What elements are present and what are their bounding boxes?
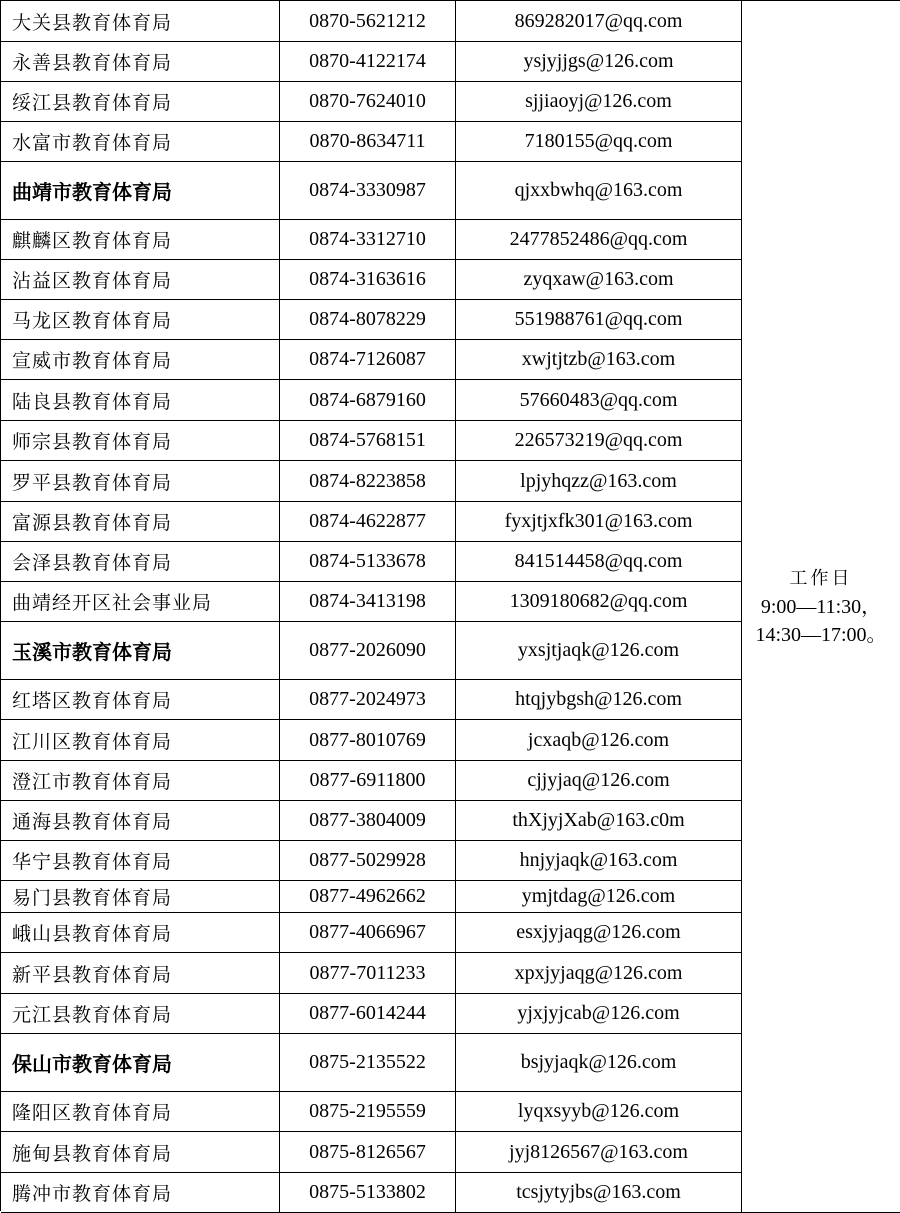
phone-cell: 0874-7126087 [280, 340, 456, 380]
unit-name-cell: 马龙区教育体育局 [1, 300, 280, 340]
email-cell: jcxaqb@126.com [456, 720, 742, 761]
unit-name-cell: 师宗县教育体育局 [1, 421, 280, 461]
unit-name-cell: 峨山县教育体育局 [1, 913, 280, 953]
unit-name-cell: 曲靖经开区社会事业局 [1, 582, 280, 622]
email-cell: jyj8126567@163.com [456, 1132, 742, 1173]
email-cell: 551988761@qq.com [456, 300, 742, 340]
unit-name-cell: 华宁县教育体育局 [1, 841, 280, 881]
phone-cell: 0874-5768151 [280, 421, 456, 461]
phone-cell: 0874-4622877 [280, 502, 456, 542]
email-cell: yxsjtjaqk@126.com [456, 622, 742, 680]
email-cell: 57660483@qq.com [456, 380, 742, 421]
afternoon-hours: 14:30—17:00。 [755, 623, 887, 646]
phone-cell: 0877-2024973 [280, 680, 456, 720]
email-cell: bsjyjaqk@126.com [456, 1034, 742, 1092]
email-cell: lpjyhqzz@163.com [456, 461, 742, 502]
email-cell: ymjtdag@126.com [456, 881, 742, 913]
unit-name-cell: 麒麟区教育体育局 [1, 220, 280, 260]
email-cell: 2477852486@qq.com [456, 220, 742, 260]
unit-name-cell: 澄江市教育体育局 [1, 761, 280, 801]
unit-name-cell: 宣威市教育体育局 [1, 340, 280, 380]
unit-name-cell: 保山市教育体育局 [1, 1034, 280, 1092]
unit-name-cell: 玉溪市教育体育局 [1, 622, 280, 680]
email-cell: fyxjtjxfk301@163.com [456, 502, 742, 542]
phone-cell: 0875-2135522 [280, 1034, 456, 1092]
email-cell: xpxjyjaqg@126.com [456, 953, 742, 994]
phone-cell: 0877-6014244 [280, 994, 456, 1034]
phone-cell: 0877-6911800 [280, 761, 456, 801]
phone-cell: 0875-8126567 [280, 1132, 456, 1173]
unit-name-cell: 施甸县教育体育局 [1, 1132, 280, 1173]
phone-cell: 0877-2026090 [280, 622, 456, 680]
email-cell: 869282017@qq.com [456, 1, 742, 42]
email-cell: 1309180682@qq.com [456, 582, 742, 622]
unit-name-cell: 腾冲市教育体育局 [1, 1173, 280, 1213]
unit-name-cell: 曲靖市教育体育局 [1, 162, 280, 220]
unit-name-cell: 江川区教育体育局 [1, 720, 280, 761]
phone-cell: 0870-5621212 [280, 1, 456, 42]
phone-cell: 0870-8634711 [280, 122, 456, 162]
email-cell: qjxxbwhq@163.com [456, 162, 742, 220]
phone-cell: 0877-8010769 [280, 720, 456, 761]
phone-cell: 0874-3330987 [280, 162, 456, 220]
phone-cell: 0874-8223858 [280, 461, 456, 502]
phone-cell: 0874-3413198 [280, 582, 456, 622]
email-cell: lyqxsyyb@126.com [456, 1092, 742, 1132]
unit-name-cell: 易门县教育体育局 [1, 881, 280, 913]
email-cell: tcsjytyjbs@163.com [456, 1173, 742, 1213]
unit-name-cell: 水富市教育体育局 [1, 122, 280, 162]
phone-cell: 0875-5133802 [280, 1173, 456, 1213]
unit-name-cell: 新平县教育体育局 [1, 953, 280, 994]
email-cell: ysjyjjgs@126.com [456, 42, 742, 82]
email-cell: cjjyjaq@126.com [456, 761, 742, 801]
phone-cell: 0874-3312710 [280, 220, 456, 260]
phone-cell: 0877-3804009 [280, 801, 456, 841]
phone-cell: 0874-5133678 [280, 542, 456, 582]
phone-cell: 0874-8078229 [280, 300, 456, 340]
phone-cell: 0874-3163616 [280, 260, 456, 300]
working-hours-cell [742, 1, 900, 1213]
phone-cell: 0870-4122174 [280, 42, 456, 82]
email-cell: htqjybgsh@126.com [456, 680, 742, 720]
morning-hours: 9:00—11:30， [760, 595, 882, 618]
email-cell: yjxjyjcab@126.com [456, 994, 742, 1034]
email-cell: 226573219@qq.com [456, 421, 742, 461]
phone-cell: 0875-2195559 [280, 1092, 456, 1132]
email-cell: xwjtjtzb@163.com [456, 340, 742, 380]
email-cell: esxjyjaqg@126.com [456, 913, 742, 953]
phone-cell: 0870-7624010 [280, 82, 456, 122]
email-cell: 7180155@qq.com [456, 122, 742, 162]
phone-cell: 0877-7011233 [280, 953, 456, 994]
unit-name-cell: 沾益区教育体育局 [1, 260, 280, 300]
unit-name-cell: 通海县教育体育局 [1, 801, 280, 841]
unit-name-cell: 红塔区教育体育局 [1, 680, 280, 720]
phone-cell: 0877-4962662 [280, 881, 456, 913]
email-cell: thXjyjXab@163.c0m [456, 801, 742, 841]
unit-name-cell: 富源县教育体育局 [1, 502, 280, 542]
unit-name-cell: 大关县教育体育局 [1, 1, 280, 42]
email-cell: sjjiaoyj@126.com [456, 82, 742, 122]
unit-name-cell: 会泽县教育体育局 [1, 542, 280, 582]
unit-name-cell: 绥江县教育体育局 [1, 82, 280, 122]
unit-name-cell: 陆良县教育体育局 [1, 380, 280, 421]
phone-cell: 0877-5029928 [280, 841, 456, 881]
phone-cell: 0874-6879160 [280, 380, 456, 421]
email-cell: hnjyjaqk@163.com [456, 841, 742, 881]
email-cell: 841514458@qq.com [456, 542, 742, 582]
unit-name-cell: 隆阳区教育体育局 [1, 1092, 280, 1132]
unit-name-cell: 罗平县教育体育局 [1, 461, 280, 502]
working-hours-label: 工作日 [789, 567, 853, 589]
email-cell: zyqxaw@163.com [456, 260, 742, 300]
unit-name-cell: 元江县教育体育局 [1, 994, 280, 1034]
phone-cell: 0877-4066967 [280, 913, 456, 953]
unit-name-cell: 永善县教育体育局 [1, 42, 280, 82]
